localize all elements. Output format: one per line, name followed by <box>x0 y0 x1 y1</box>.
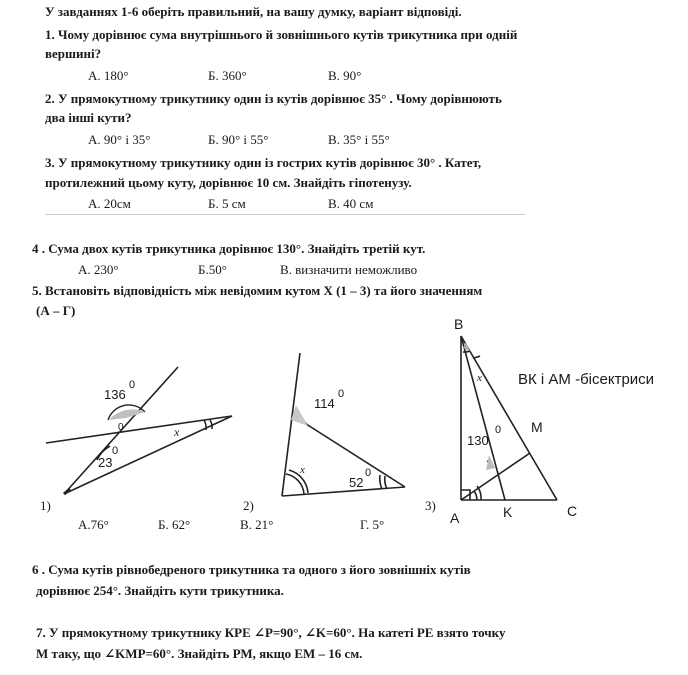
figure-3-lines <box>461 336 557 500</box>
question-1-option-a: А. 180° <box>88 68 129 83</box>
question-3-option-b: Б. 5 см <box>208 196 246 211</box>
question-7-line-1: 7. У прямокутному трикутнику КРЕ ∠P=90°, ∠K=60°. На катеті РЕ взято точку <box>36 625 506 640</box>
question-2-option-c: В. 35° і 55° <box>328 132 390 147</box>
figure-3-angle-130: 130 <box>467 433 489 448</box>
figure-1-angle-23: 23 <box>98 455 113 470</box>
figure-1-degree-mark-2: 0 <box>112 445 119 457</box>
question-5-option-d: Г. 5° <box>360 517 385 532</box>
question-3-line-1: 3. У прямокутному трикутнику один із гострих кутів дорівнює 30° . Катет, <box>45 155 482 170</box>
figure-1-number: 1) <box>40 498 51 513</box>
question-3-option-c: В. 40 см <box>328 196 374 211</box>
question-4-option-b: Б.50° <box>198 262 227 277</box>
question-4-line-1: 4 . Сума двох кутів трикутника дорівнює 130°. Знайдіть третій кут. <box>32 241 426 256</box>
intro-text: У завданнях 1-6 оберіть правильний, на вашу думку, варіант відповіді. <box>45 4 462 19</box>
figure-3-vertex-k: K <box>503 504 513 520</box>
question-3-option-a: А. 20см <box>88 196 131 211</box>
figure-2-number: 2) <box>243 498 254 513</box>
figure-2-degree-mark-1: 0 <box>338 388 345 400</box>
figure-3-vertex-c: C <box>567 503 578 519</box>
question-1-line-1: 1. Чому дорівнює сума внутрішнього й зовнішнього кутів трикутника при одній <box>45 27 518 42</box>
question-1-line-2: вершині? <box>45 46 102 61</box>
question-6-line-1: 6 . Сума кутів рівнобедреного трикутника та одного з його зовнішніх кутів <box>32 562 471 577</box>
figure-1-unknown-x: x <box>174 425 180 439</box>
question-5-line-2: (А – Г) <box>36 303 76 318</box>
question-2-option-a: А. 90° і 35° <box>88 132 151 147</box>
question-2-line-1: 2. У прямокутному трикутнику один із кутів дорівнює 35° . Чому дорівнюють <box>45 91 502 106</box>
question-5-option-a: А.76° <box>78 517 109 532</box>
figure-3-degree-mark: 0 <box>495 424 502 436</box>
figure-3-unknown-x: x <box>477 372 482 384</box>
figure-3-bisector-note: ВК і АМ -бісектриси <box>518 371 655 388</box>
figure-2-degree-mark-2: 0 <box>365 467 372 479</box>
question-6-line-2: дорівнює 254°. Знайдіть кути трикутника. <box>36 583 284 598</box>
figure-3-number: 3) <box>425 498 436 513</box>
question-1-option-c: В. 90° <box>328 68 362 83</box>
figure-2-angle-114: 114 <box>314 396 335 411</box>
question-4-option-a: А. 230° <box>78 262 119 277</box>
figure-1-lines <box>46 367 232 494</box>
question-5-option-b: Б. 62° <box>158 517 191 532</box>
question-1-option-b: Б. 360° <box>208 68 247 83</box>
question-4-option-c: В. визначити неможливо <box>280 262 418 277</box>
figure-2-unknown-x: x <box>300 464 305 476</box>
figure-1-degree-mark-1: 0 <box>129 379 136 391</box>
question-2-option-b: Б. 90° і 55° <box>208 132 269 147</box>
question-7-line-2: М таку, що ∠KMP=60°. Знайдіть РМ, якщо ЕМ – 16 см. <box>36 646 363 661</box>
figure-2-angle-52: 52 <box>349 475 364 490</box>
figure-3-vertex-a: A <box>450 510 460 526</box>
figure-3-vertex-b: B <box>454 316 464 332</box>
figure-3-point-m: M <box>531 419 543 435</box>
question-5-option-c: В. 21° <box>240 517 274 532</box>
question-3-line-2: протилежний цьому куту, дорівнює 10 см. Знайдіть гіпотенузу. <box>45 175 412 190</box>
figure-1-angle-136: 136 <box>104 387 126 402</box>
figure-1-degree-mark-3: 0 <box>118 422 124 433</box>
question-5-line-1: 5. Встановіть відповідність між невідомим кутом X (1 – 3) та його значенням <box>32 283 483 298</box>
question-2-line-2: два інші кути? <box>45 110 132 125</box>
